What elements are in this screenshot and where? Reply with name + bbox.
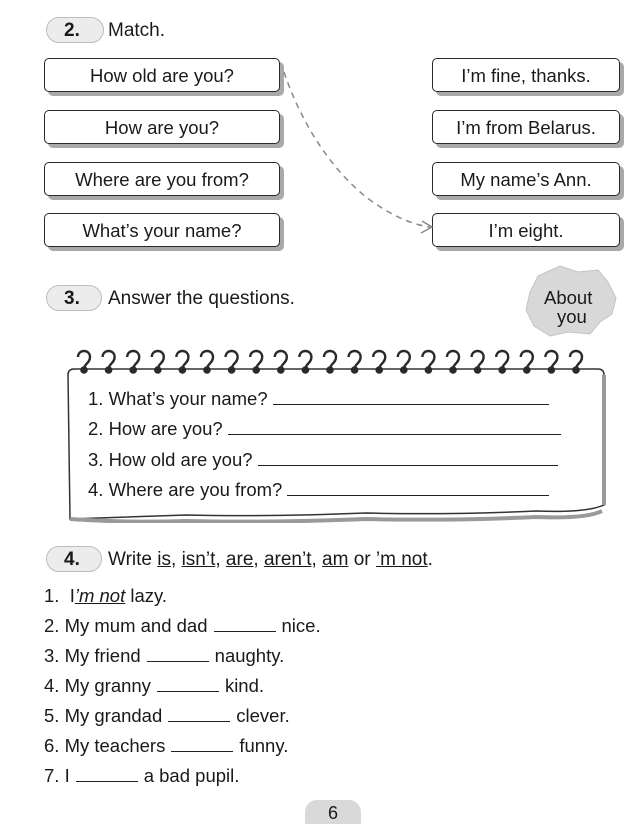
- item-1-subject: I: [69, 585, 75, 606]
- match-left-4[interactable]: What’s your name?: [44, 213, 280, 247]
- question-2-text: 2. How are you?: [88, 418, 223, 439]
- item-7-text: 7. I: [44, 765, 70, 786]
- answer-blank-2[interactable]: [228, 418, 561, 435]
- spiral-hole: [524, 367, 529, 372]
- spiral-hole: [204, 367, 209, 372]
- item-6-text: 6. My teachers: [44, 735, 166, 756]
- spiral-hole: [426, 367, 431, 372]
- question-1: [88, 388, 549, 410]
- item-1-rest: lazy.: [125, 585, 168, 606]
- spiral-hole: [155, 367, 160, 372]
- spiral-hole: [180, 367, 185, 372]
- spiral-hole: [352, 367, 357, 372]
- item-7-rest: a bad pupil.: [143, 765, 240, 786]
- item-3-text: 3. My friend: [44, 645, 141, 666]
- item-5-text: 5. My grandad: [44, 705, 163, 726]
- exercise-3-title: Answer the questions.: [108, 288, 295, 309]
- item-1-example-answer: ’m not: [74, 585, 126, 606]
- item-6-rest: funny.: [239, 735, 289, 756]
- word-are: are: [225, 549, 254, 570]
- exercise-2-number: 2.: [46, 17, 104, 43]
- spiral-hole: [278, 367, 283, 372]
- exercise-4-item-5: [44, 705, 290, 727]
- question-3: [88, 449, 558, 471]
- word-am: am: [322, 549, 349, 570]
- item-2-text: 2. My mum and dad: [44, 615, 208, 636]
- match-right-1[interactable]: I’m fine, thanks.: [432, 58, 620, 92]
- item-5-rest: clever.: [236, 705, 290, 726]
- title-end: .: [427, 549, 433, 570]
- answer-blank-4[interactable]: [287, 479, 549, 496]
- spiral-hole: [81, 367, 86, 372]
- match-right-4[interactable]: I’m eight.: [432, 213, 620, 247]
- exercise-4-item-7: [44, 765, 239, 787]
- item-1-number: 1.: [44, 585, 60, 606]
- question-4: [88, 479, 549, 501]
- example-match-arrow: [0, 0, 630, 260]
- spiral-hole: [573, 367, 578, 372]
- spiral-hole: [254, 367, 259, 372]
- spiral-hole: [450, 367, 455, 372]
- match-right-3[interactable]: My name’s Ann.: [432, 162, 620, 196]
- exercise-4-item-4: [44, 675, 264, 697]
- item-6-blank[interactable]: [171, 737, 233, 752]
- exercise-4-item-2: [44, 615, 321, 637]
- exercise-2-title: Match.: [108, 20, 166, 41]
- word-m-not: ’m not: [375, 549, 428, 570]
- item-3-blank[interactable]: [147, 647, 209, 662]
- exercise-4-item-1: [44, 585, 167, 607]
- word-isnt: isn’t: [181, 549, 216, 570]
- match-left-1[interactable]: How old are you?: [44, 58, 280, 92]
- answer-blank-1[interactable]: [273, 388, 549, 405]
- exercise-4-title: Write is, isn’t, are, aren’t, am or ’m not.: [108, 549, 433, 570]
- spiral-hole: [500, 367, 505, 372]
- spiral-hole: [106, 367, 111, 372]
- exercise-4-number: 4.: [46, 546, 102, 572]
- spiral-hole: [549, 367, 554, 372]
- spiral-hole: [475, 367, 480, 372]
- about-you-label-2: you: [557, 306, 587, 327]
- item-7-blank[interactable]: [76, 767, 138, 782]
- item-4-rest: kind.: [224, 675, 265, 696]
- question-1-text: 1. What’s your name?: [88, 388, 268, 409]
- item-4-text: 4. My granny: [44, 675, 151, 696]
- item-2-blank[interactable]: [214, 617, 276, 632]
- exercise-3-number: 3.: [46, 285, 102, 311]
- question-4-text: 4. Where are you from?: [88, 479, 283, 500]
- title-prefix: Write: [108, 549, 158, 570]
- item-3-rest: naughty.: [214, 645, 285, 666]
- spiral-binding: [72, 347, 602, 375]
- word-is: is: [157, 549, 171, 570]
- question-3-text: 3. How old are you?: [88, 449, 253, 470]
- match-left-2[interactable]: How are you?: [44, 110, 280, 144]
- item-4-blank[interactable]: [157, 677, 219, 692]
- title-or: or: [348, 549, 376, 570]
- spiral-hole: [377, 367, 382, 372]
- spiral-hole: [327, 367, 332, 372]
- exercise-4-item-6: [44, 735, 288, 757]
- exercise-4-item-3: [44, 645, 284, 667]
- item-2-rest: nice.: [281, 615, 321, 636]
- match-right-2[interactable]: I’m from Belarus.: [432, 110, 620, 144]
- page-number: 6: [305, 800, 361, 824]
- spiral-hole: [401, 367, 406, 372]
- word-arent: aren’t: [263, 549, 312, 570]
- about-you-label-1: About: [544, 287, 593, 308]
- spiral-hole: [303, 367, 308, 372]
- answer-blank-3[interactable]: [258, 449, 558, 466]
- spiral-hole: [229, 367, 234, 372]
- question-2: [88, 418, 561, 440]
- item-5-blank[interactable]: [168, 707, 230, 722]
- match-left-3[interactable]: Where are you from?: [44, 162, 280, 196]
- spiral-hole: [131, 367, 136, 372]
